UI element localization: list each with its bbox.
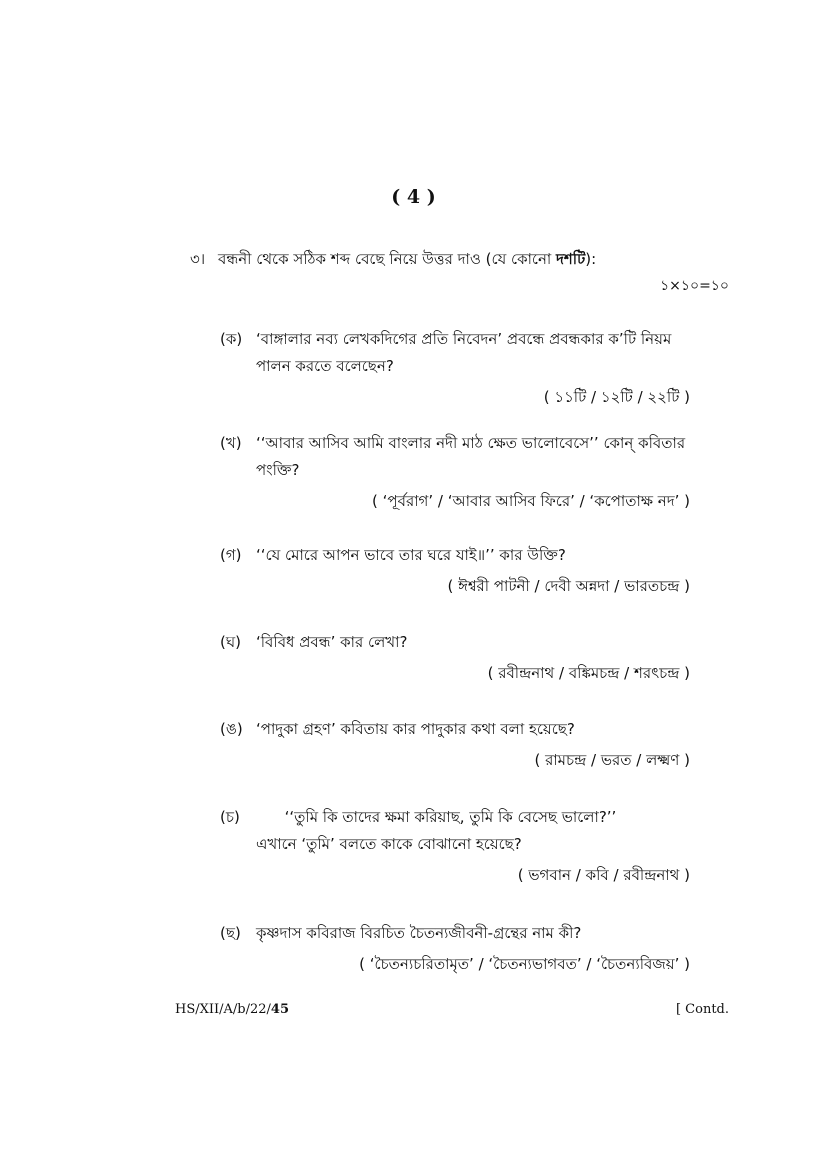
question-item (220, 804, 690, 889)
question-item (220, 716, 690, 774)
item-text-line1: ‘বাঙ্গালার নব্য লেখকদিগের প্রতি নিবেদন’ প্রবন্ধে প্রবন্ধকার ক’টি নিয়ম (256, 330, 672, 348)
item-options: ( ‘পূর্বরাগ’ / ‘আবার আসিব ফিরে’ / ‘কপোতাক্ষ নদ’ ) (372, 492, 690, 510)
item-label: (গ) (220, 546, 242, 564)
question-item (220, 542, 690, 600)
marks-allocation: ১×১০=১০ (660, 278, 729, 294)
item-options: ( ১১টি / ১২টি / ২২টি ) (543, 388, 690, 406)
question-instruction: বন্ধনী থেকে সঠিক শব্দ বেছে নিয়ে উত্তর দাও (যে কোনো (218, 250, 557, 268)
item-text-line2: এখানে ‘তুমি’ বলতে কাকে বোঝানো হয়েছে? (256, 835, 522, 853)
item-options: ( রবীন্দ্রনাথ / বঙ্কিমচন্দ্র / শরৎচন্দ্র ) (487, 664, 690, 682)
paper-code (175, 1002, 289, 1017)
paper-code-text: HS/XII/A/b/22/ (175, 1002, 271, 1017)
question-item (220, 430, 690, 515)
question-item (220, 326, 690, 411)
item-text-line1: ‘‘যে মোরে আপন ভাবে তার ঘরে যাই॥’’ কার উক্তি? (256, 546, 566, 564)
item-options: ( ভগবান / কবি / রবীন্দ্রনাথ ) (517, 866, 690, 884)
item-options: ( ঈশ্বরী পাটনী / দেবী অন্নদা / ভারতচন্দ্র ) (447, 577, 690, 595)
item-options: ( রামচন্দ্র / ভরত / লক্ষ্মণ ) (534, 751, 690, 769)
item-label: (ছ) (220, 924, 241, 942)
item-label: (চ) (220, 808, 240, 826)
item-text-line2: পালন করতে বলেছেন? (256, 357, 394, 375)
item-text-line2: পংক্তি? (256, 461, 300, 479)
item-label: (ক) (220, 330, 243, 348)
item-text-line1: কৃষ্ণদাস কবিরাজ বিরচিত চৈতন্যজীবনী-গ্রন্থের নাম কী? (256, 924, 582, 942)
item-text-line1: ‘‘আবার আসিব আমি বাংলার নদী মাঠ ক্ষেত ভালোবেসে’’ কোন্ কবিতার (256, 434, 686, 452)
paper-code-bold: 45 (270, 1002, 290, 1017)
item-label: (খ) (220, 434, 242, 452)
page-number: ( 4 ) (391, 186, 436, 208)
item-label: (ঘ) (220, 633, 241, 651)
question-instruction-end: ): (585, 250, 597, 268)
question-item (220, 629, 690, 687)
question-item (220, 920, 690, 978)
question-heading (190, 248, 596, 273)
item-label: (ঙ) (220, 720, 243, 738)
question-instruction-bold: দশটি (556, 250, 586, 268)
question-number: ৩। (190, 250, 206, 268)
continued-note: [ Contd. (675, 1002, 729, 1017)
item-text-line1: ‘বিবিধ প্রবন্ধ’ কার লেখা? (256, 633, 408, 651)
item-text-line1: ‘‘তুমি কি তাদের ক্ষমা করিয়াছ, তুমি কি বেসেছ ভালো?’’ (256, 808, 617, 826)
item-options: ( ‘চৈতন্যচরিতামৃত’ / ‘চৈতন্যভাগবত’ / ‘চৈতন্যবিজয়’ ) (359, 955, 690, 973)
item-text-line1: ‘পাদুকা গ্রহণ’ কবিতায় কার পাদুকার কথা বলা হয়েছে? (256, 720, 575, 738)
